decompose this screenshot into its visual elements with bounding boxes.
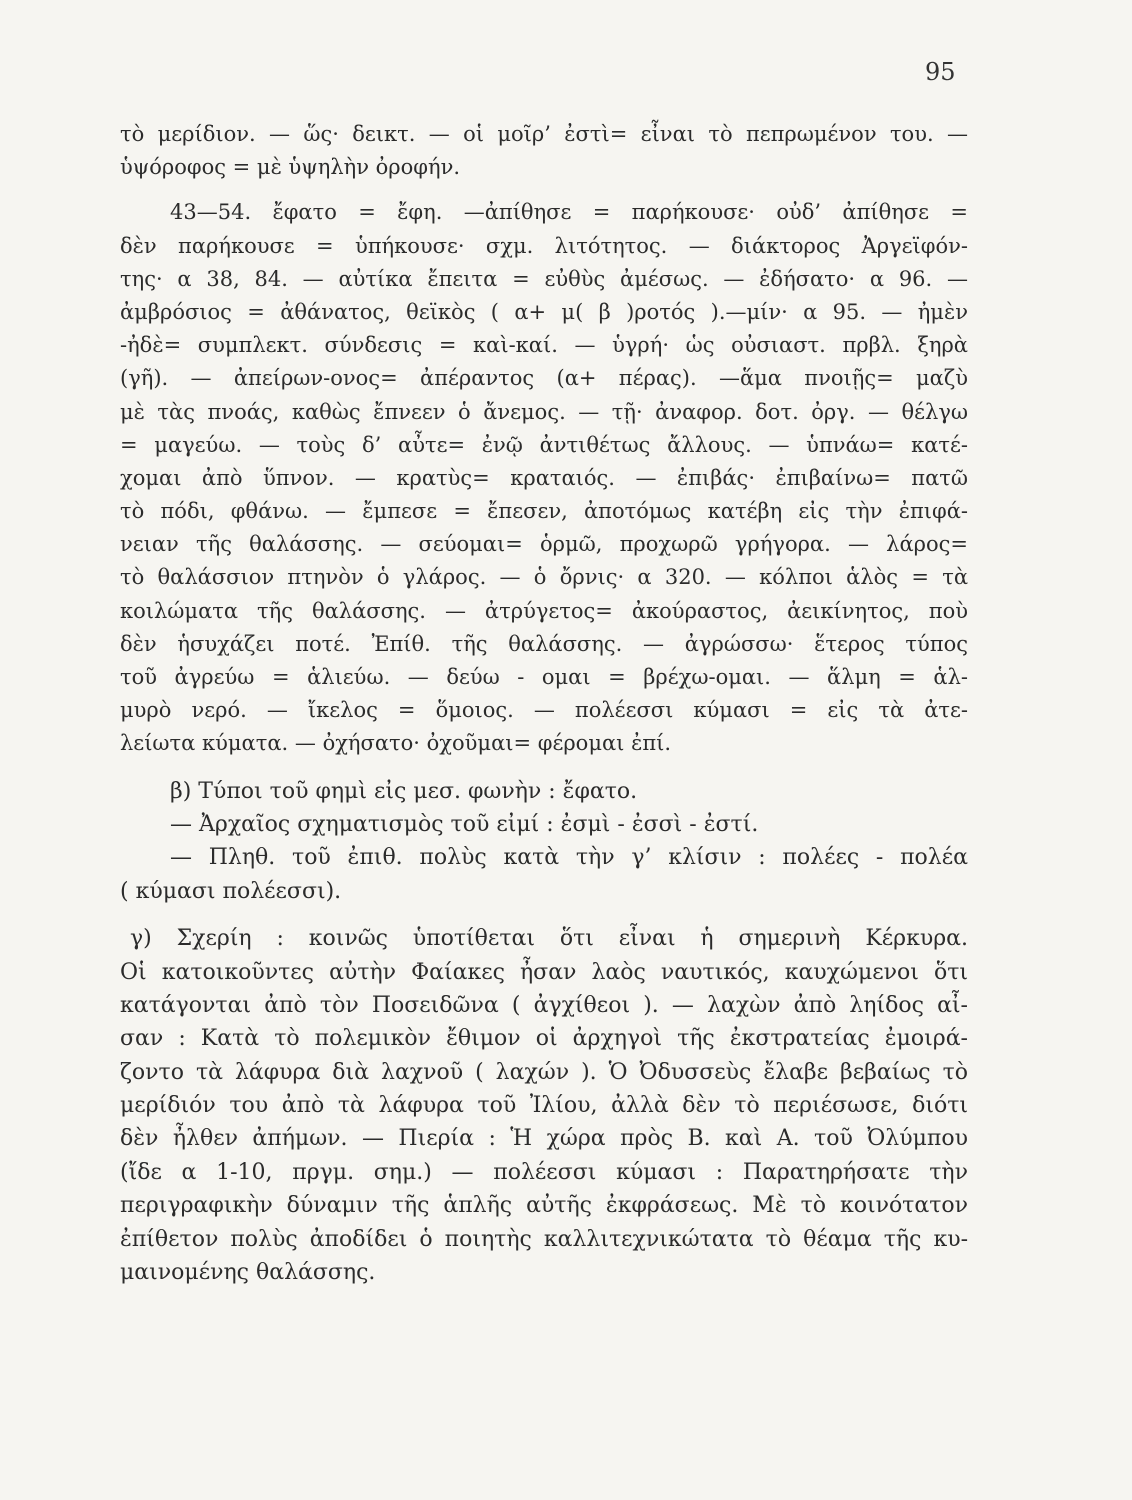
text-line: δὲν παρήκουσε = ὑπήκουσε· σχμ. λιτότητος. — διάκτορος Ἀργεϊφόν- (120, 233, 968, 258)
text-line: ὑψόροφος = μὲ ὑψηλὴν ὀροφήν. (120, 155, 461, 180)
text-line: δὲν ἡσυχάζει ποτέ. Ἐπίθ. τῆς θαλάσσης. — ἀγρώσσω· ἕτερος τύπος (120, 631, 968, 656)
text-line: σαν : Κατὰ τὸ πολεμικὸν ἔθιμον οἱ ἀρχηγοὶ τῆς ἐκστρατείας ἐμοιρά- (120, 1026, 968, 1052)
text-line: ( κύμασι πολέεσσι). (120, 878, 342, 904)
commentary-text (120, 118, 968, 1289)
text-line: ἀμβρόσιος = ἀθάνατος, θεϊκὸς ( α+ μ( β )ροτός ).—μίν· α 95. — ἠμὲν (120, 299, 968, 324)
text-line: (γῆ). — ἀπείρων-ονος= ἀπέραντος (α+ πέρας). —ἅμα πνοιῇς= μαζὺ (120, 366, 968, 391)
text-line: δὲν ἦλθεν ἀπήμων. — Πιερία : Ἡ χώρα πρὸς Β. καὶ Α. τοῦ Ὀλύμπου (120, 1126, 968, 1152)
text-line: ἐπίθετον πολὺς ἀποδίδει ὁ ποιητὴς καλλιτεχνικώτατα τὸ θέαμα τῆς κυ- (120, 1226, 968, 1252)
text-line: μὲ τὰς πνοάς, καθὼς ἔπνεεν ὁ ἄνεμος. — τῇ· ἀναφορ. δοτ. ὀργ. — θέλγω (120, 399, 968, 424)
text-line: τοῦ ἀγρεύω = ἁλιεύω. — δεύω - ομαι = βρέχω-ομαι. — ἅλμη = ἁλ- (120, 665, 968, 689)
text-line: μαινομένης θαλάσσης. (120, 1260, 376, 1286)
text-line: = μαγεύω. — τοὺς δ’ αὖτε= ἐνῷ ἀντιθέτως ἄλλους. — ὑπνάω= κατέ- (120, 432, 968, 457)
text-line: β) Τύποι τοῦ φημὶ εἰς μεσ. φωνὴν : ἔφατο. (170, 778, 638, 804)
text-line: τὸ μερίδιον. — ὥς· δεικτ. — οἱ μοῖρ’ ἐστὶ= εἶναι τὸ πεπρωμένον του. — (120, 122, 968, 146)
text-line: — Πληθ. τοῦ ἐπιθ. πολὺς κατὰ τὴν γ’ κλίσιν : πολέες - πολέα (170, 845, 968, 871)
text-line: τὸ πόδι, φθάνω. — ἔμπεσε = ἔπεσεν, ἀποτόμως κατέβη εἰς τὴν ἐπιφά- (120, 499, 968, 524)
text-line: της· α 38, 84. — αὐτίκα ἔπειτα = εὐθὺς ἀμέσως. — ἐδήσατο· α 96. — (120, 266, 968, 291)
text-line: — Ἀρχαῖος σχηματισμὸς τοῦ εἰμί : ἐσμὶ - ἐσσὶ - ἐστί. (170, 811, 759, 837)
text-line: λείωτα κύματα. — ὀχήσατο· ὀχοῦμαι= φέρομαι ἐπί. (120, 731, 672, 756)
page-number: 95 (925, 58, 956, 86)
text-line: μυρὸ νερό. — ἴκελος = ὅμοιος. — πολέεσσι κύμασι = εἰς τὰ ἀτε- (120, 698, 968, 723)
text-line: νειαν τῆς θαλάσσης. — σεύομαι= ὁρμῶ, προχωρῶ γρήγορα. — λάρος= (120, 532, 968, 557)
text-line: τὸ θαλάσσιον πτηνὸν ὁ γλάρος. — ὁ ὄρνις· α 320. — κόλποι ἁλὸς = τὰ (120, 565, 968, 590)
text-line: Οἱ κατοικοῦντες αὐτὴν Φαίακες ἦσαν λαὸς ναυτικός, καυχώμενοι ὅτι (120, 959, 968, 985)
text-line: 43—54. ἔφατο = ἔφη. —ἀπίθησε = παρήκουσε· οὐδ’ ἀπίθησε = (170, 200, 968, 225)
text-line: μερίδιόν του ἀπὸ τὰ λάφυρα τοῦ Ἰλίου, ἀλλὰ δὲν τὸ περιέσωσε, διότι (120, 1093, 968, 1119)
text-line: (ἴδε α 1-10, πργμ. σημ.) — πολέεσσι κύμασι : Παρατηρήσατε τὴν (120, 1159, 968, 1185)
text-line: γ) Σχερίη : κοινῶς ὑποτίθεται ὅτι εἶναι ἡ σημερινὴ Κέρκυρα. (130, 926, 968, 952)
text-line: κοιλώματα τῆς θαλάσσης. — ἀτρύγετος= ἀκούραστος, ἀεικίνητος, ποὺ (120, 598, 968, 623)
text-line: περιγραφικὴν δύναμιν τῆς ἁπλῆς αὐτῆς ἐκφράσεως. Μὲ τὸ κοινότατον (120, 1193, 968, 1219)
text-line: ζοντο τὰ λάφυρα διὰ λαχνοῦ ( λαχών ). Ὁ Ὀδυσσεὺς ἔλαβε βεβαίως τὸ (120, 1059, 968, 1085)
text-line: χομαι ἀπὸ ὕπνον. — κρατὺς= κραταιός. — ἐπιβάς· ἐπιβαίνω= πατῶ (120, 465, 968, 490)
text-line: -ἠδὲ= συμπλεκτ. σύνδεσις = καὶ-καί. — ὑγρή· ὡς οὐσιαστ. πρβλ. ξηρὰ (120, 333, 968, 358)
text-line: κατάγονται ἀπὸ τὸν Ποσειδῶνα ( ἀγχίθεοι ). — λαχὼν ἀπὸ ληίδος αἶ- (120, 992, 968, 1018)
